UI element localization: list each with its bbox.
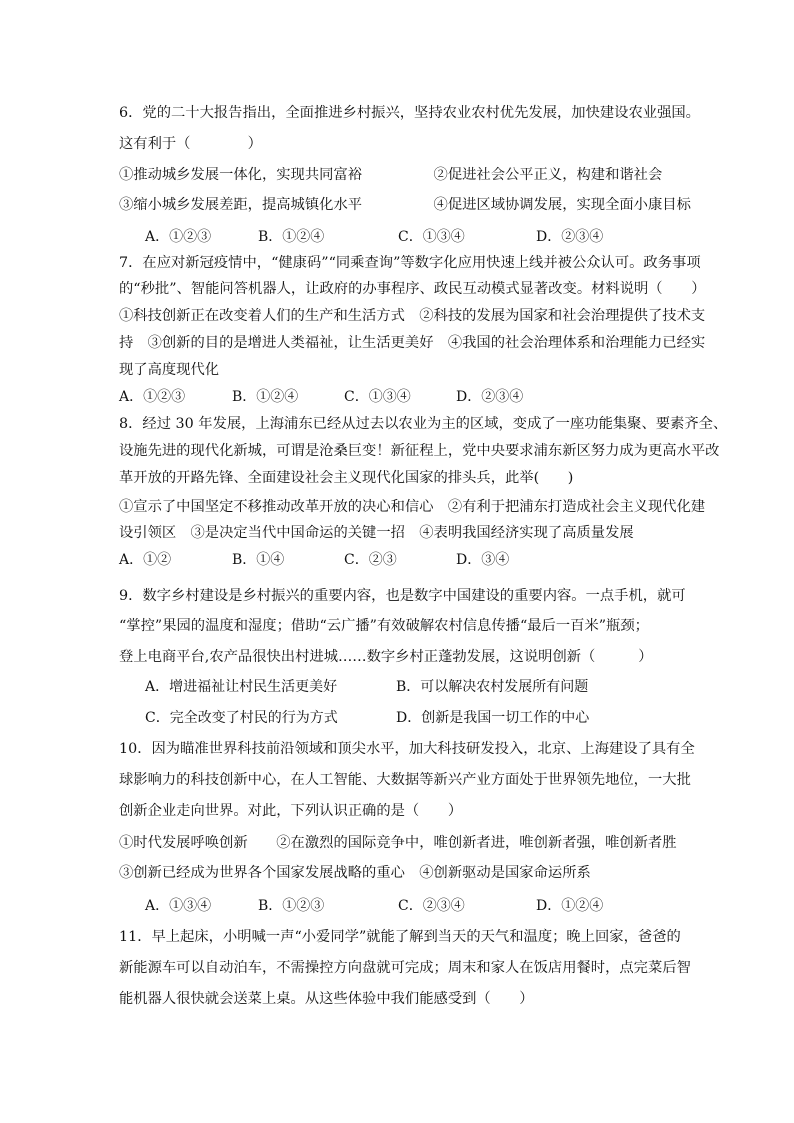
question-6-stem: 6．党的二十大报告指出，全面推进乡村振兴，坚持农业农村优先发展，加快建设农业强国。 [119,105,700,121]
question-11-stem: 新能源车可以自动泊车，不需操控方向盘就可完成；周末和家人在饭店用餐时，点完菜后智 [119,960,691,976]
question-10-stem: 创新企业走向世界。对此，下列认识正确的是（ ） [119,803,463,819]
question-9-option-a[interactable]: A．增进福祉让村民生活更美好 [145,679,338,695]
question-8-stem: 设施先进的现代化新城，可谓是沧桑巨变！新征程上，党中央要求浦东新区努力成为更高水平改 [119,443,720,459]
question-6-option-c[interactable]: C．①③④ [398,229,465,245]
question-6-option-a[interactable]: A．①②③ [145,229,212,245]
question-9-option-c[interactable]: C．完全改变了村民的行为方式 [145,710,338,726]
question-9-stem: 9．数字乡村建设是乡村振兴的重要内容，也是数字中国建设的重要内容。一点手机，就可 [119,588,686,604]
question-8-statements: ①宣示了中国坚定不移推动改革开放的决心和信心 ②有利于把浦东打造成社会主义现代化建 [119,499,706,515]
question-7-stem: 7．在应对新冠疫情中，“健康码”“同乘查询”等数字化应用快速上线并被公众认可。政务事项 [119,255,701,271]
question-8-statements: 设引领区 ③是决定当代中国命运的关键一招 ④表明我国经济实现了高质量发展 [119,525,634,541]
question-6-option-b[interactable]: B．①②④ [258,229,325,245]
question-7-option-c[interactable]: C．①③④ [344,389,411,405]
question-7-statements: 持 ③创新的目的是增进人类福祉，让生活更美好 ④我国的社会治理体系和治理能力已经实 [119,335,706,351]
question-6-statements: ③缩小城乡发展差距，提高城镇化水平 ④促进区域协调发展，实现全面小康目标 [119,197,691,213]
question-9-option-d[interactable]: D．创新是我国一切工作的中心 [396,710,590,726]
question-10-option-c[interactable]: C．②③④ [398,898,465,914]
question-7-option-d[interactable]: D．②③④ [456,389,524,405]
question-10-option-a[interactable]: A．①③④ [145,898,212,914]
question-10-option-d[interactable]: D．①②④ [536,898,604,914]
question-10-stem: 10．因为瞄准世界科技前沿领域和顶尖水平，加大科技研发投入，北京、上海建设了具有全 [119,741,695,757]
question-7-statements: 现了高度现代化 [119,362,220,378]
question-8-stem: 8．经过 30 年发展，上海浦东已经从过去以农业为主的区域，变成了一座功能集聚、要素齐全、 [119,416,728,432]
question-11-stem: 能机器人很快就会送菜上桌。从这些体验中我们能感受到（ ） [119,991,534,1007]
question-10-statements: ③创新已经成为世界各个国家发展战略的重心 ④创新驱动是国家命运所系 [119,865,591,881]
question-8-option-c[interactable]: C．②③ [344,552,397,568]
question-7-option-a[interactable]: A．①②③ [119,389,186,405]
question-10-option-b[interactable]: B．①②③ [258,898,325,914]
question-9-stem: 登上电商平台,农产品很快出村进城……数字乡村正蓬勃发展，这说明创新（ ） [119,649,653,665]
question-6-option-d[interactable]: D．②③④ [536,229,604,245]
question-8-option-a[interactable]: A．①② [119,552,172,568]
question-11-stem: 11．早上起床，小明喊一声“小爱同学”就能了解到当天的天气和温度；晚上回家，爸爸的 [119,929,681,945]
question-7-stem: 的“秒批”、智能问答机器人，让政府的办事程序、政民互动模式显著改变。材料说明（ ） [119,281,706,297]
question-10-stem: 球影响力的科技创新中心，在人工智能、大数据等新兴产业方面处于世界领先地位，一大批 [119,772,691,788]
question-6-statements: ①推动城乡发展一体化，实现共同富裕 ②促进社会公平正义，构建和谐社会 [119,167,663,183]
question-7-option-b[interactable]: B．①②④ [232,389,299,405]
question-8-stem: 革开放的开路先锋、全面建设社会主义现代化国家的排头兵，此举( ) [119,470,574,486]
question-9-stem: “掌控”果园的温度和湿度；借助“云广播”有效破解农村信息传播“最后一百米”瓶颈； [119,618,649,634]
question-6-stem: 这有利于（ ） [119,136,262,152]
question-7-statements: ①科技创新正在改变着人们的生产和生活方式 ②科技的发展为国家和社会治理提供了技术支 [119,308,706,324]
question-9-option-b[interactable]: B．可以解决农村发展所有问题 [396,679,589,695]
question-8-option-b[interactable]: B．①④ [232,552,285,568]
question-8-option-d[interactable]: D．③④ [456,552,510,568]
question-10-statements: ①时代发展呼唤创新 ②在激烈的国际竞争中，唯创新者进，唯创新者强，唯创新者胜 [119,835,677,851]
